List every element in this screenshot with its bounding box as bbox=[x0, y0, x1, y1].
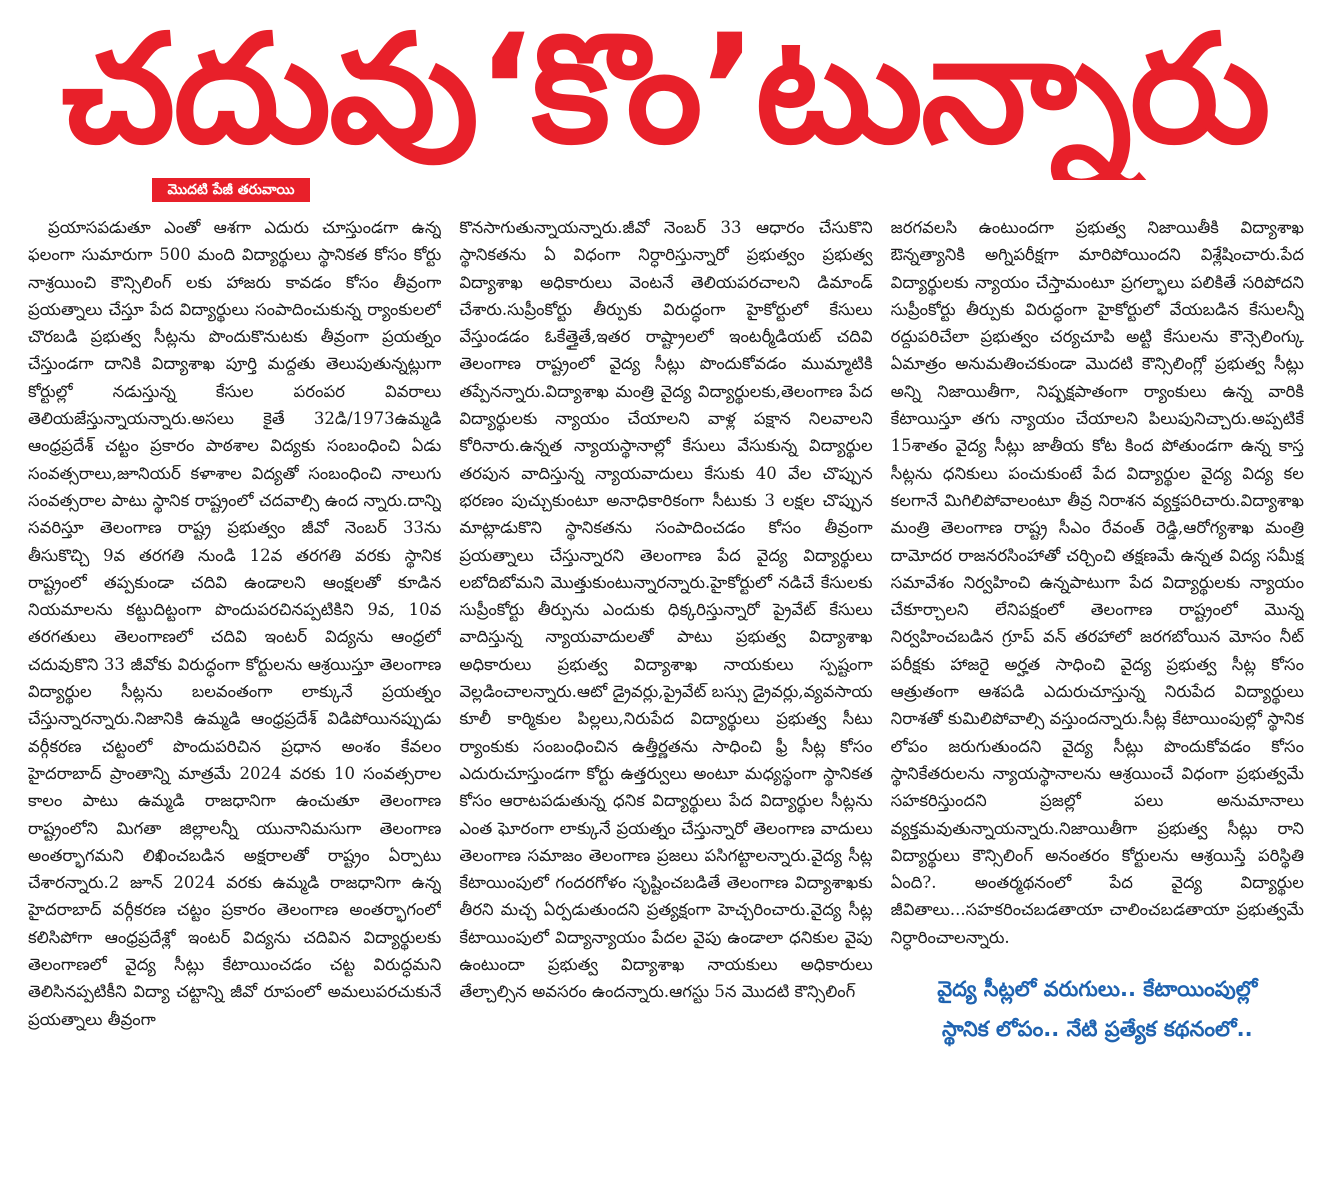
article-column-1 bbox=[28, 214, 441, 1172]
article-column-3 bbox=[891, 214, 1304, 1172]
column-3-text: జరగవలసి ఉంటుందగా ప్రభుత్వ నిజాయితీకి విద్యాశాఖ ఔన్నత్యానికి అగ్నిపరీక్షగా మారిపోయిందని విశ్లేషించారు.పేద విద్యార్థులకు న్యాయం చేస్తామంటూ ప్రగల్భాలు పలికితే సరిపోదని సుప్రీంకోర్టు తీర్పుకు విరుద్ధంగా హైకోర్టులో వేయబడిన కేసులన్నీ రద్దుపరిచేలా ప్రభుత్వం చర్యచూపి అట్టి కేసులను కౌన్సెలింగ్కు ఏమాత్రం అనుమతించకుండా మొదటి కౌన్సిలింగ్లో ప్రభుత్వ సీట్లు అన్ని నిజాయితీగా, నిష్పక్షపాతంగా ర్యాంకులు ఉన్న వారికి కేటాయిస్తూ తగు న్యాయం చేయాలని పిలుపునిచ్చారు.అప్పటికే 15శాతం వైద్య సీట్లు జాతీయ కోట కింద పోతుండగా ఉన్న కాస్త సీట్లను ధనికులు పంచుకుంటే పేద విద్యార్థుల వైద్య విద్య కల కలగానే మిగిలిపోవాలంటూ తీవ్ర నిరాశన వ్యక్తపరిచారు.విద్యాశాఖ మంత్రి తెలంగాణ రాష్ట్ర సీఎం రేవంత్ రెడ్డి,ఆరోగ్యశాఖ మంత్రి దామోదర రాజనరసింహాతో చర్చించి తక్షణమే ఉన్నత విద్య సమీక్ష సమావేశం నిర్వహించి ఉన్నపాటుగా పేద విద్యార్థులకు న్యాయం చేకూర్చాలని లేనిపక్షంలో తెలంగాణ రాష్ట్రంలో మొన్న నిర్వహించబడిన గ్రూప్ వన్ తరహాలో జరగబోయిన మోసం నీట్ పరీక్షకు హాజరై అర్హత సాధించి వైద్య ప్రభుత్వ సీట్ల కోసం ఆత్రుతంగా ఆశపడి ఎదురుచూస్తున్న నిరుపేద విద్యార్థులు నిరాశతో కుమిలిపోవాల్సి వస్తుందన్నారు.సీట్ల కేటాయింపుల్లో స్థానిక లోపం జరుగుతుందని వైద్య సీట్లు పొందుకోవడం కోసం స్థానికేతరులను న్యాయస్థానాలను ఆశ్రయించే విధంగా ప్రభుత్వమే సహకరిస్తుందని ప్రజల్లో పలు అనుమానాలు వ్యక్తమవుతున్నాయన్నారు.నిజాయితీగా ప్రభుత్వ సీట్లు రాని విద్యార్థులు కౌన్సిలింగ్ అనంతరం కోర్టులను ఆశ్రయిస్తే పరిస్థితి ఏంది?. అంతర్మథనంలో పేద వైద్య విద్యార్థుల జీవితాలు...సహకరించబడతాయా చాలించబడతాయా ప్రభుత్వమే నిర్ధారించాలన్నారు. bbox=[890, 218, 1304, 947]
teaser-line-2: స్థానిక లోపం.. నేటి ప్రత్యేక కథనంలో.. bbox=[942, 1017, 1253, 1042]
next-story-teaser bbox=[891, 969, 1304, 1049]
teaser-line-1: వైద్య సీట్లలో వరుగులు.. కేటాయింపుల్లో bbox=[937, 977, 1258, 1002]
article-column-2 bbox=[459, 214, 872, 1172]
column-2-text: కొనసాగుతున్నాయన్నారు.జీవో నెంబర్ 33 ఆధారం చేసుకొని స్థానికతను ఏ విధంగా నిర్ధారిస్తున్నారో ప్రభుత్వం ప్రభుత్వ విద్యాశాఖ అధికారులు వెంటనే తెలియపరచాలని డిమాండ్ చేశారు.సుప్రీంకోర్టు తీర్పుకు విరుద్ధంగా హైకోర్టులో కేసులు వేస్తుండడం ఓకేత్తైతే,ఇతర రాష్ట్రాలలో ఇంటర్మీడియట్ చదివి తెలంగాణ రాష్ట్రంలో వైద్య సీట్లు పొందుకోవడం ముమ్మాటికి తప్పేనన్నారు.విద్యాశాఖ మంత్రి వైద్య విద్యార్థులకు,తెలంగాణ పేద విద్యార్థులకు న్యాయం చేయాలని వాళ్ల పక్షాన నిలవాలని కోరినారు.ఉన్నత న్యాయస్థానాల్లో కేసులు వేసుకున్న విద్యార్థుల తరపున వాదిస్తున్న న్యాయవాదులు కేసుకు 40 వేల చొప్పున భరణం పుచ్చుకుంటూ అనాధికారికంగా సీటుకు 3 లక్షల చొప్పున మాట్లాడుకొని స్థానికతను సంపాదించడం కోసం తీవ్రంగా ప్రయత్నాలు చేస్తున్నారని తెలంగాణ పేద వైద్య విద్యార్థులు లబోదిబోమని మొత్తుకుంటున్నారన్నారు.హైకోర్టులో నడిచే కేసులకు సుప్రీంకోర్టు తీర్పును ఎందుకు ధిక్కరిస్తున్నారో ప్రైవేట్ కేసులు వాదిస్తున్న న్యాయవాదులతో పాటు ప్రభుత్వ విద్యాశాఖ అధికారులు ప్రభుత్వ విద్యాశాఖ నాయకులు స్పష్టంగా వెల్లడించాలన్నారు.ఆటో డ్రైవర్లు,ప్రైవేట్ బస్సు డ్రైవర్లు,వ్యవసాయ కూలీ కార్మికుల పిల్లలు,నిరుపేద విద్యార్థులు ప్రభుత్వ సీటు ర్యాంకుకు సంబంధించిన ఉత్తీర్ణతను సాధించి ఫ్రీ సీట్ల కోసం ఎదురుచూస్తుండగా కోర్టు ఉత్తర్వులు అంటూ మధ్యస్థంగా స్థానికత కోసం ఆరాటపడుతున్న ధనిక విద్యార్థులు పేద విద్యార్థుల సీట్లను ఎంత ఘోరంగా లాక్కునే ప్రయత్నం చేస్తున్నారో తెలంగాణ వాదులు తెలంగాణ సమాజం తెలంగాణ ప్రజలు పసిగట్టాలన్నారు.వైద్య సీట్ల కేటాయింపులో గందరగోళం సృష్టించబడితే తెలంగాణ విద్యాశాఖకు తీరని మచ్చ ఏర్పడుతుందని ప్రత్యక్షంగా హెచ్చరించారు.వైద్య సీట్ల కేటాయింపులో విద్యాన్యాయం పేదల వైపు ఉండాలా ధనికుల వైపు ఉంటుందా ప్రభుత్వ విద్యాశాఖ నాయకులు అధికారులు తేల్చాల్సిన అవసరం ఉందన్నారు.ఆగస్టు 5న మొదటి కౌన్సిలింగ్ bbox=[459, 218, 873, 1002]
article-body bbox=[28, 214, 1304, 1172]
headline: చదువు‘కొం’టున్నారు bbox=[61, 3, 1269, 177]
column-1-text: ప్రయాసపడుతూ ఎంతో ఆశగా ఎదురు చూస్తుండగా ఉన్న ఫలంగా సుమారుగా 500 మంది విద్యార్థులు స్థానికత కోసం కోర్టు నాశ్రయించి కౌన్సిలింగ్ లకు హాజరు కావడం కోసం తీవ్రంగా ప్రయత్నాలు చేస్తూ పేద విద్యార్థులు సంపాదించుకున్న ర్యాంకులలో చొరబడి ప్రభుత్వ సీట్లను పొందుకొనుటకు తీవ్రంగా ప్రయత్నం చేస్తుండగా దానికి విద్యాశాఖ పూర్తి మద్దతు తెలుపుతున్నట్లుగా కోర్టుల్లో నడుస్తున్న కేసుల పరంపర వివరాలు తెలియజేస్తున్నాయన్నారు.అసలు కైతే 32డి/1973ఉమ్మడి ఆంధ్రప్రదేశ్ చట్టం ప్రకారం పాఠశాల విద్యకు సంబంధించి ఏడు సంవత్సరాలు,జూనియర్ కళాశాల విద్యతో సంబంధించి నాలుగు సంవత్సరాల పాటు స్థానిక రాష్ట్రంలో చదవాల్సి ఉంద న్నారు.దాన్ని సవరిస్తూ తెలంగాణ రాష్ట్ర ప్రభుత్వం జీవో నెంబర్ 33ను తీసుకొచ్చి 9వ తరగతి నుండి 12వ తరగతి వరకు స్థానిక రాష్ట్రంలో తప్పకుండా చదివి ఉండాలని ఆంక్షలతో కూడిన నియమాలను కట్టుదిట్టంగా పొందుపరచినప్పటికిని 9వ, 10వ తరగతులు తెలంగాణలో చదివి ఇంటర్ విద్యను ఆంధ్రలో చదువుకొని 33 జీవోకు విరుద్ధంగా కోర్టులను ఆశ్రయిస్తూ తెలంగాణ విద్యార్థుల సీట్లను బలవంతంగా లాక్కునే ప్రయత్నం చేస్తున్నారన్నారు.నిజానికి ఉమ్మడి ఆంధ్రప్రదేశ్ విడిపోయినప్పుడు వర్గీకరణ చట్టంలో పొందుపరిచిన ప్రధాన అంశం కేవలం హైదరాబాద్ ప్రాంతాన్ని మాత్రమే 2024 వరకు 10 సంవత్సరాల కాలం పాటు ఉమ్మడి రాజధానిగా ఉంచుతూ తెలంగాణ రాష్ట్రంలోని మిగతా జిల్లాలన్నీ యునానిమసుగా తెలంగాణ అంతర్భాగమని లిఖించబడిన అక్షరాలతో రాష్ట్రం ఏర్పాటు చేశారన్నారు.2 జూన్ 2024 వరకు ఉమ్మడి రాజధానిగా ఉన్న హైదరాబాద్ వర్గీకరణ చట్టం ప్రకారం తెలంగాణ అంతర్భాగంలో కలిసిపోగా ఆంధ్రప్రదేశ్లో ఇంటర్ విద్యను చదివిన విద్యార్థులకు తెలంగాణలో వైద్య సీట్లు కేటాయించడం చట్ట విరుద్ధమని తెలిసినప్పటికీని విద్యా చట్టాన్ని జీవో రూపంలో అమలుపరచుకునే ప్రయత్నాలు తీవ్రంగా bbox=[28, 218, 442, 1029]
continuation-label: మొదటి పేజీ తరువాయి bbox=[152, 178, 310, 202]
